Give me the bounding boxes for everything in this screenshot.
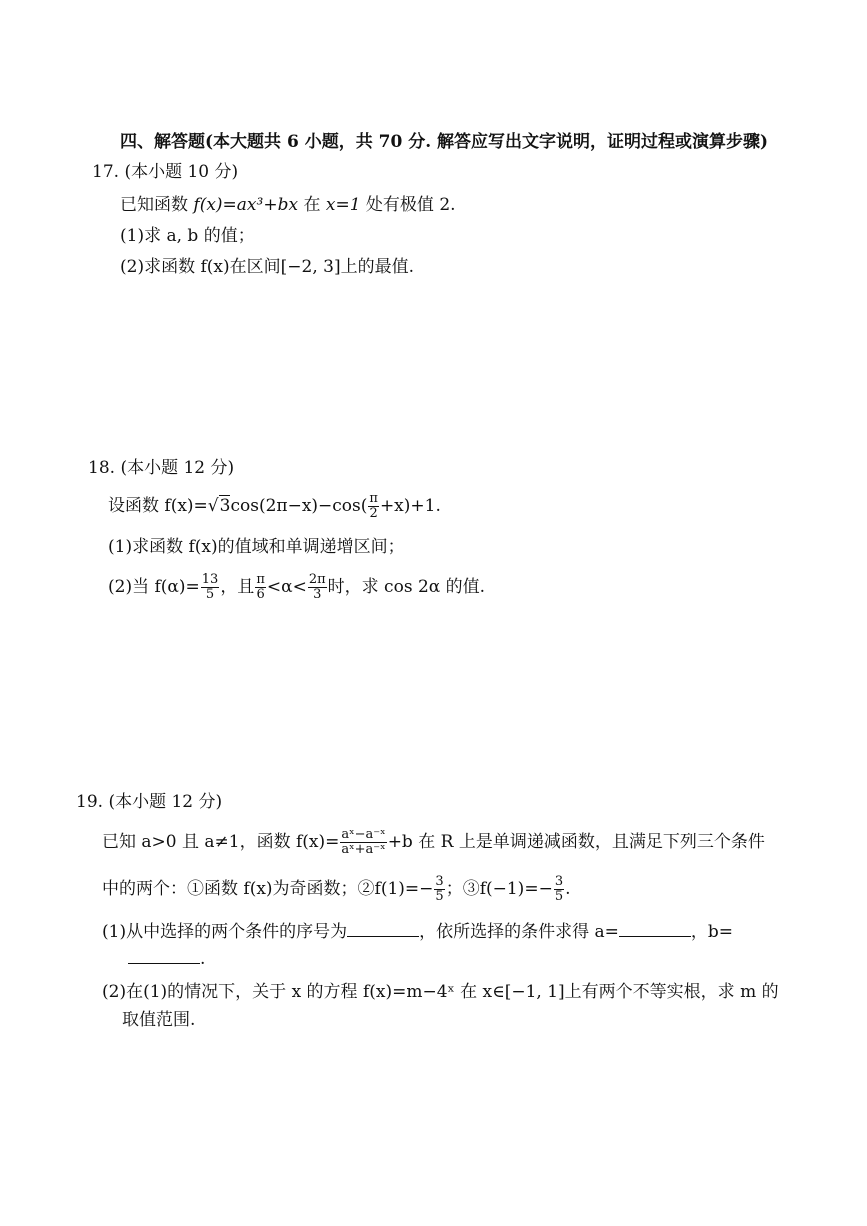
- q19-stem: 已知 a>0 且 a≠1，函数 f(x)= $\frac{\text{aˣ−a⁻ˣ}}{\text{aˣ+a⁻ˣ}}$ +b 在 R 上是单调递减函数，且满足下列三个条件: [102, 827, 765, 857]
- q17-part1: (1)求 a, b 的值；: [120, 226, 255, 246]
- q18-part2: (2)当 f(α)= $\frac{13}{5}$ ，且 $\frac{\pi}{6}$ <α< $\frac{2\pi}{3}$ 时，求 cos 2α 的值.: [108, 572, 486, 602]
- fraction: $\frac{\pi}{2}$: [369, 491, 378, 521]
- answer-blank[interactable]: [128, 945, 200, 964]
- q18-part1: (1)求函数 f(x)的值域和单调递增区间；: [108, 537, 405, 557]
- fraction: $\frac{3}{5}$: [554, 874, 564, 904]
- q19-part2: (2)在(1)的情况下，关于 x 的方程 f(x)=m−4ˣ 在 x∈[−1, 1]上有两个不等实根，求 m 的: [102, 982, 779, 1002]
- section-heading: 四、解答题(本大题共 6 小题，共 70 分. 解答应写出文字说明，证明过程或演算步骤): [120, 132, 769, 152]
- q17-header: 17. (本小题 10 分): [92, 162, 239, 182]
- q18-stem: 设函数 f(x)=√3cos(2π−x)−cos( $\frac{\pi}{2}$ +x)+1.: [108, 491, 441, 521]
- answer-blank[interactable]: [347, 918, 419, 937]
- fraction: $\frac{2\pi}{3}$: [308, 572, 326, 602]
- answer-blank[interactable]: [619, 918, 691, 937]
- fraction: $\frac{3}{5}$: [435, 874, 444, 904]
- q17-part2: (2)求函数 f(x)在区间[−2, 3]上的最值.: [120, 257, 414, 277]
- q19-stem2: 中的两个：①函数 f(x)为奇函数；②f(1)=− $\frac{3}{5}$ ；③f(−1)=− $\frac{3}{5}$ .: [102, 874, 571, 904]
- sqrt-symbol: √3: [207, 496, 231, 516]
- q18-header: 18. (本小题 12 分): [88, 458, 235, 478]
- q19-header: 19. (本小题 12 分): [76, 792, 223, 812]
- q19-part1: (1)从中选择的两个条件的序号为 ，依所选择的条件求得 a= ，b=: [102, 918, 733, 944]
- fraction: $\frac{\pi}{6}$: [256, 572, 265, 602]
- fraction: $\frac{\text{aˣ−a⁻ˣ}}{\text{aˣ+a⁻ˣ}}$: [341, 827, 386, 857]
- q19-part1-cont: .: [128, 945, 205, 971]
- q17-stem: 已知函数 f(x)=ax³+bx 在 x=1 处有极值 2.: [120, 195, 456, 215]
- fraction: $\frac{13}{5}$: [201, 572, 219, 602]
- q19-part2-cont: 取值范围.: [122, 1010, 196, 1030]
